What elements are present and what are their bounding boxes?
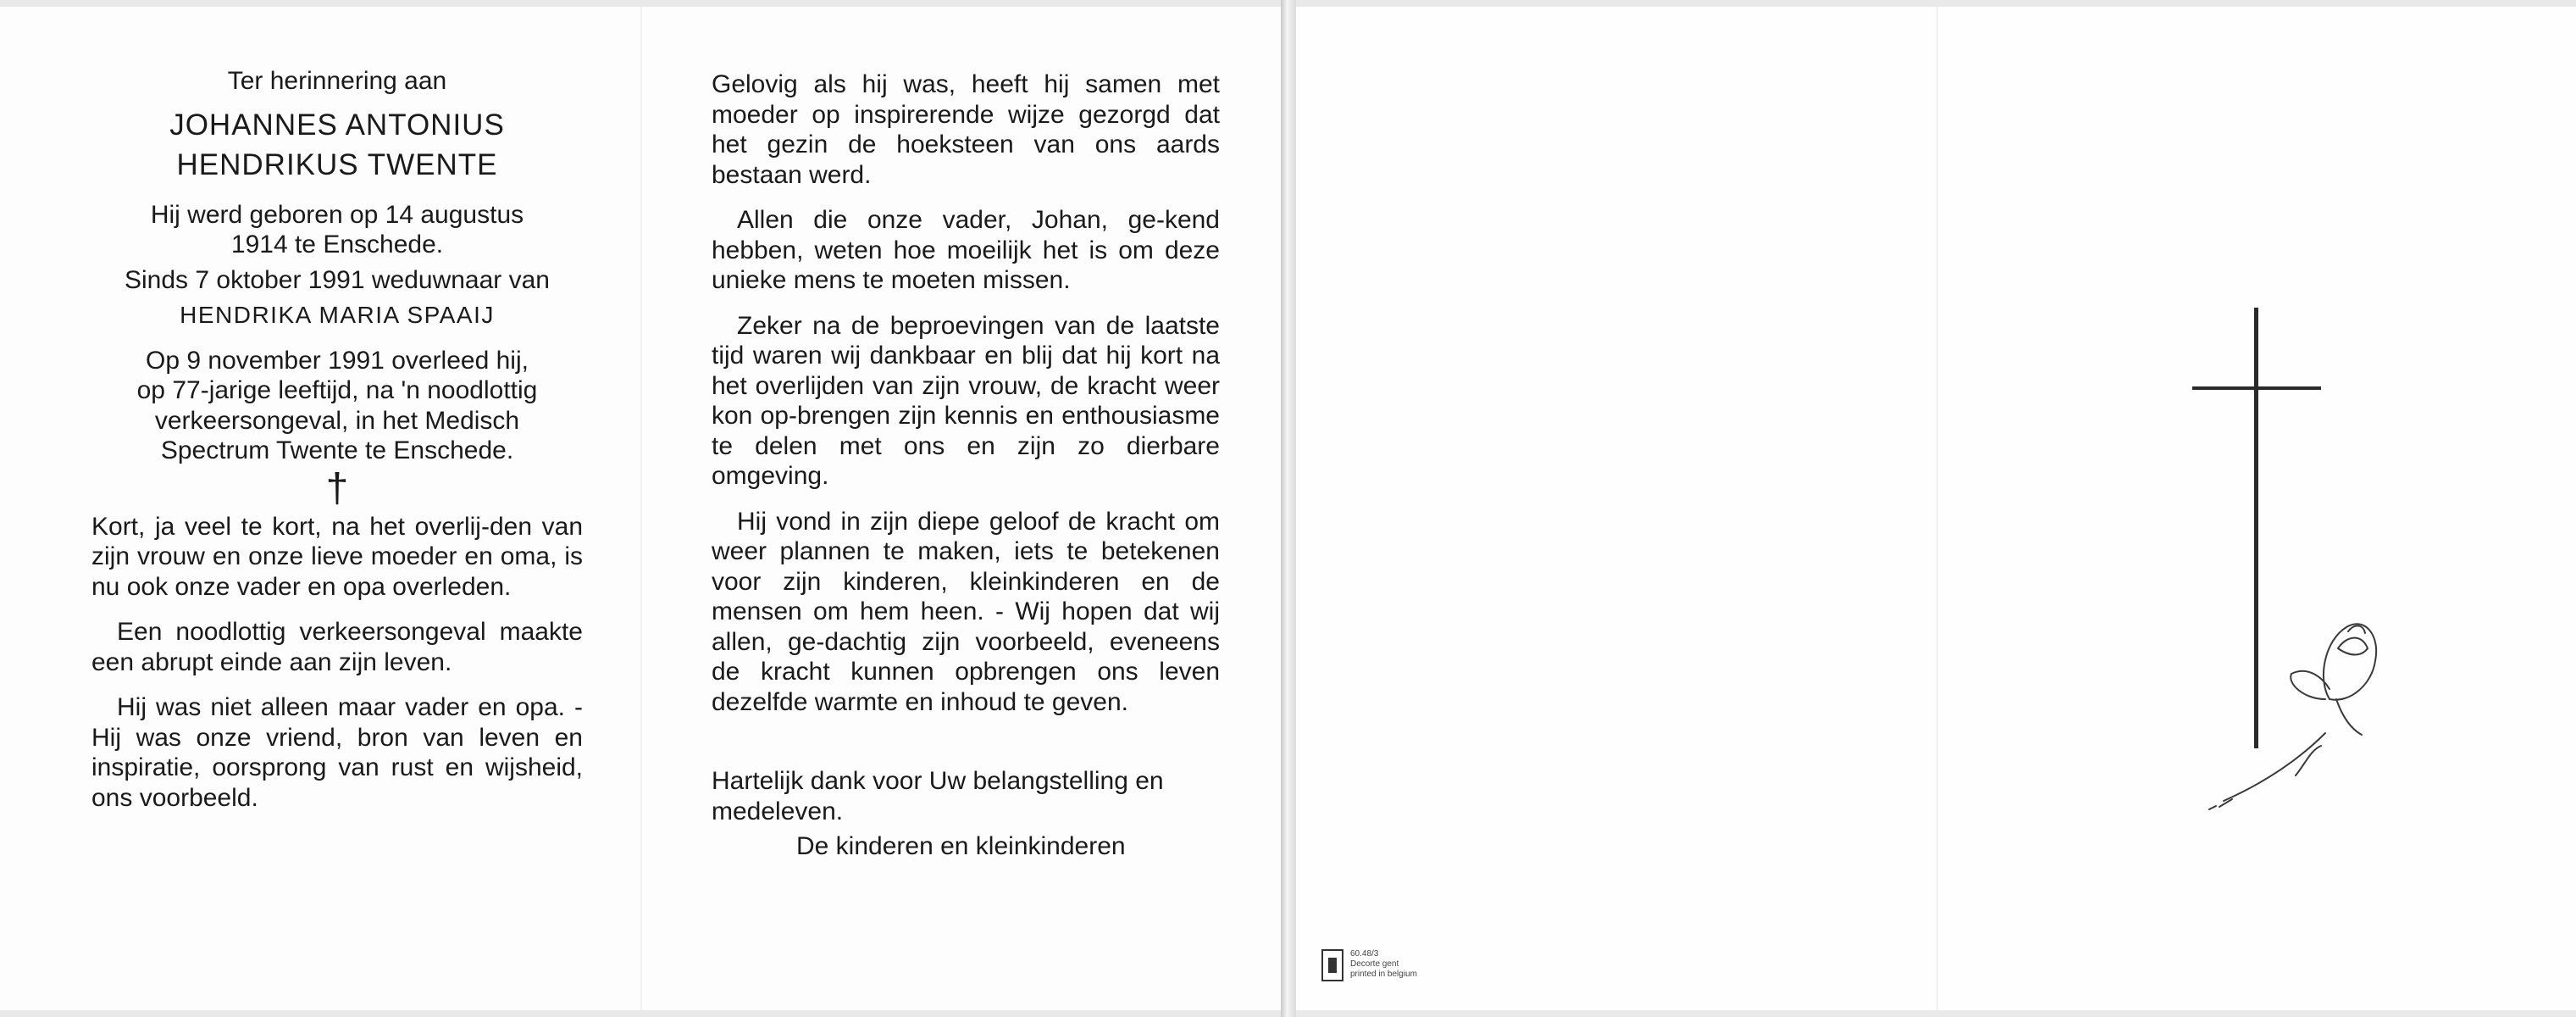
paragraph-left-3: Hij was niet alleen maar vader en opa. - Hij was onze vriend, bron van leven en inspiratie, oorsprong van rust en wijsheid, ons voorbeeld. bbox=[91, 693, 583, 812]
widower-text: Sinds 7 oktober 1991 weduwnaar van bbox=[124, 265, 550, 294]
thanks-text: Hartelijk dank voor Uw belangstelling en medeleven. bbox=[712, 767, 1164, 825]
death-line1: Op 9 november 1991 overleed hij, bbox=[146, 346, 529, 375]
paragraph-left-1: Kort, ja veel te kort, na het overlij-den van zijn vrouw en onze lieve moeder en oma, is nu ook onze vader en opa overleden. bbox=[91, 512, 583, 601]
left-column bbox=[91, 66, 583, 813]
printer-info bbox=[1350, 949, 1417, 980]
deceased-name-line1: JOHANNES ANTONIUS bbox=[169, 108, 505, 142]
cross-symbol: † bbox=[325, 465, 349, 511]
printer-origin: printed in belgium bbox=[1350, 970, 1417, 979]
printer-code: 60.48/3 bbox=[1350, 949, 1379, 959]
signature-text: De kinderen en kleinkinderen bbox=[796, 832, 1126, 860]
paragraph-right-4: Hij vond in zijn diepe geloof de kracht om weer plannen te maken, iets te betekenen voor zijn kinderen, kleinkinderen en de mensen om hem heen. - Wij hopen dat wij allen, ge-dachtig zijn voorbeeld, eveneens de kracht kunnen opbrengen ons leven dezelfde warmte en inhoud te geven. bbox=[712, 507, 1220, 716]
cross-rose-illustration bbox=[2169, 301, 2389, 818]
outer-crease bbox=[1936, 7, 1938, 1010]
birth-line1: Hij werd geboren op 14 augustus bbox=[150, 200, 524, 229]
right-column bbox=[712, 69, 1220, 862]
death-line3: verkeersongeval, in het Medisch bbox=[154, 406, 520, 435]
intro-text: Ter herinnering aan bbox=[227, 67, 447, 95]
card-fold bbox=[1281, 0, 1296, 1017]
paragraph-right-1: Gelovig als hij was, heeft hij samen met moeder op inspirerende wijze gezorgd dat het gezin de hoeksteen van ons aards bestaan werd. bbox=[712, 70, 1220, 189]
inner-crease bbox=[640, 7, 642, 1010]
printer-name: Decorte gent bbox=[1350, 959, 1399, 969]
printer-logo-icon bbox=[1321, 949, 1343, 981]
death-line4: Spectrum Twente te Enschede. bbox=[160, 436, 514, 464]
death-line2: op 77-jarige leeftijd, na 'n noodlottig bbox=[136, 376, 538, 404]
spouse-name: HENDRIKA MARIA SPAAIJ bbox=[180, 302, 495, 328]
deceased-name-line2: HENDRIKUS TWENTE bbox=[176, 147, 498, 181]
printer-mark bbox=[1321, 949, 1417, 981]
paragraph-left-2: Een noodlottig verkeersongeval maakte een abrupt einde aan zijn leven. bbox=[91, 618, 583, 676]
paragraph-right-2: Allen die onze vader, Johan, ge-kend hebben, weten hoe moeilijk het is om deze unieke mens te moeten missen. bbox=[712, 206, 1220, 294]
rose-icon bbox=[2209, 624, 2376, 809]
cross-icon bbox=[2192, 308, 2321, 748]
birth-line2: 1914 te Enschede. bbox=[230, 231, 444, 258]
paragraph-right-3: Zeker na de beproevingen van de laatste tijd waren wij dankbaar en blij dat hij kort na het overlijden van zijn vrouw, de kracht weer kon op-brengen zijn kennis en enthousiasme te delen met ons en zijn zo dierbare omgeving. bbox=[712, 311, 1220, 490]
